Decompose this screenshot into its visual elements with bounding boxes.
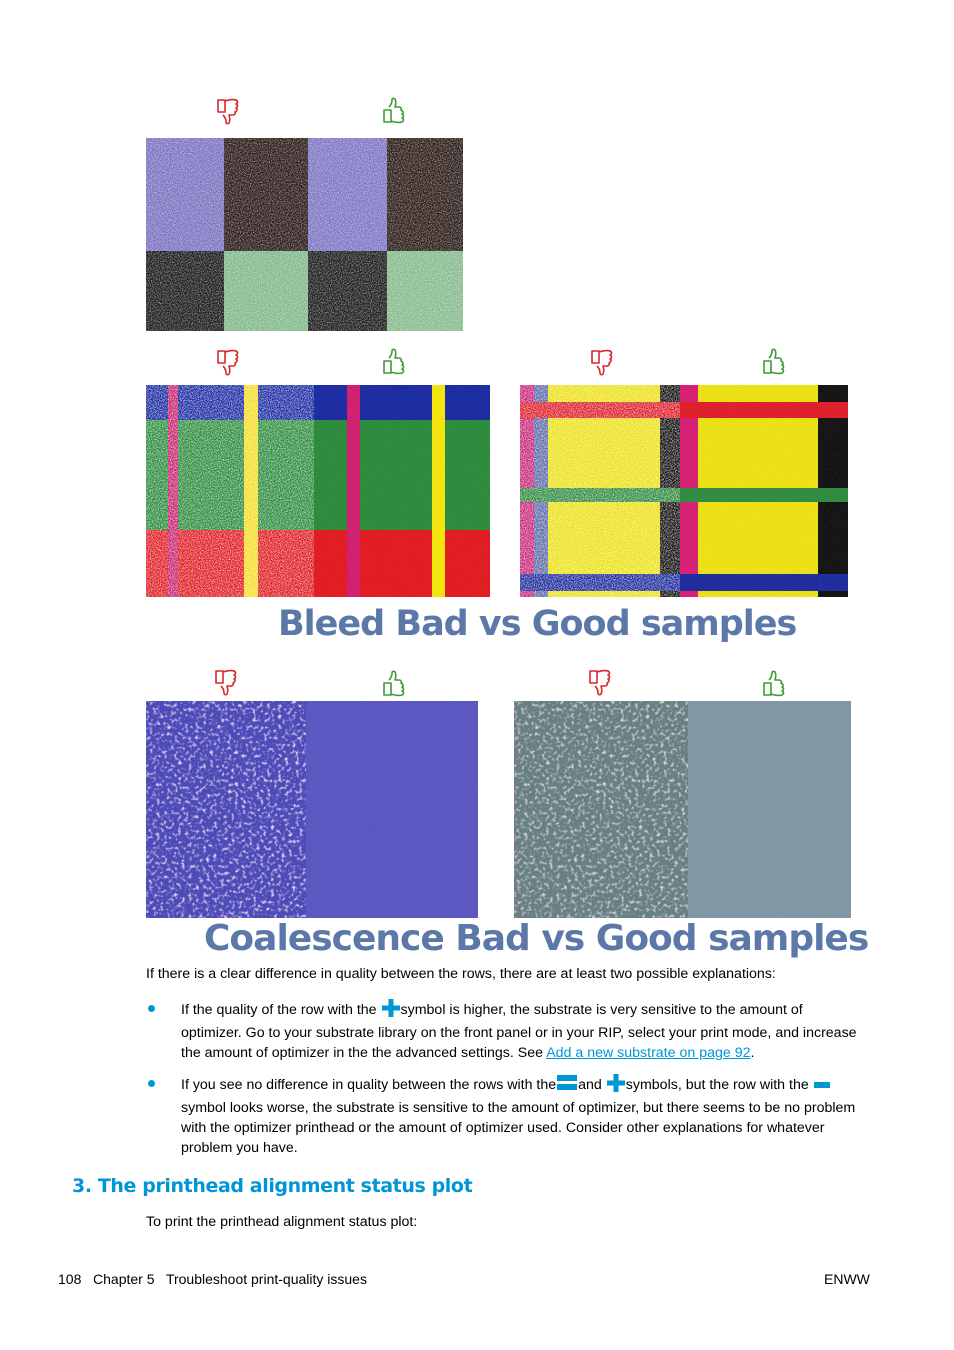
plus-symbol-icon — [607, 1074, 625, 1098]
bullet-2-text-and: and — [578, 1077, 602, 1093]
footer-chapter-title: Troubleshoot print-quality issues — [165, 1271, 367, 1287]
bullet-item-2 — [181, 1074, 871, 1158]
bleed-sample-right-image — [520, 385, 848, 597]
bullet-1-text-end: . — [750, 1045, 755, 1061]
bullet-dot — [148, 1005, 155, 1012]
thumbs-up-icon — [380, 348, 406, 376]
thumbs-down-icon — [214, 97, 240, 125]
bullet-dot — [148, 1080, 155, 1087]
coalescence-caption: Coalescence Bad vs Good samples — [204, 918, 869, 959]
coalescence-sample-right-image — [514, 701, 851, 918]
bullet-1-text-start: If the quality of the row with the — [181, 1002, 377, 1018]
thumbs-up-icon — [760, 670, 786, 698]
bullet-item-1 — [181, 999, 866, 1063]
bleed-caption: Bleed Bad vs Good samples — [278, 604, 797, 644]
footer-enww: ENWW — [824, 1271, 870, 1287]
minus-symbol-icon — [557, 1074, 577, 1098]
page-number: 108 — [58, 1271, 82, 1287]
bleed-sample-left-image — [146, 385, 490, 597]
thumbs-up-icon — [380, 670, 406, 698]
section-text: To print the printhead alignment status plot: — [146, 1214, 418, 1230]
thumbs-down-icon — [586, 668, 612, 696]
coalescence-sample-left-image — [146, 701, 478, 918]
intro-paragraph: If there is a clear difference in quality between the rows, there are at least two possible explanations: — [146, 966, 776, 982]
bullet-2-text-end: symbol looks worse, the substrate is sensitive to the amount of optimizer, but there seems to be no problem with the optimizer printhead or the amount of optimizer used. Consider other explanations for whatever problem you have. — [181, 1100, 856, 1156]
footer-chapter: Chapter 5 — [93, 1271, 155, 1287]
bullet-2-text-start: If you see no difference in quality between the rows with the — [181, 1077, 557, 1093]
page-footer — [58, 1271, 367, 1287]
thumbs-up-icon — [760, 348, 786, 376]
bleed-checker-sample-image — [146, 138, 463, 331]
thumbs-down-icon — [212, 668, 238, 696]
thumbs-down-icon — [588, 348, 614, 376]
bullet-1-text-middle: symbol is higher, the substrate is very sensitive to the amount of optimizer. Go to your substrate library on the front panel or in your RIP, select your print mode, and increase the amount of optimizer in the the advanced settings. See — [181, 1002, 857, 1061]
bullet-2-text-middle: symbols, but the row with the — [625, 1077, 809, 1093]
thumbs-up-icon — [380, 97, 406, 125]
add-new-substrate-link[interactable]: Add a new substrate on page 92 — [546, 1045, 751, 1061]
minus-symbol-icon — [814, 1078, 830, 1098]
plus-symbol-icon — [382, 999, 400, 1023]
section-heading: 3. The printhead alignment status plot — [72, 1175, 473, 1197]
thumbs-down-icon — [214, 348, 240, 376]
